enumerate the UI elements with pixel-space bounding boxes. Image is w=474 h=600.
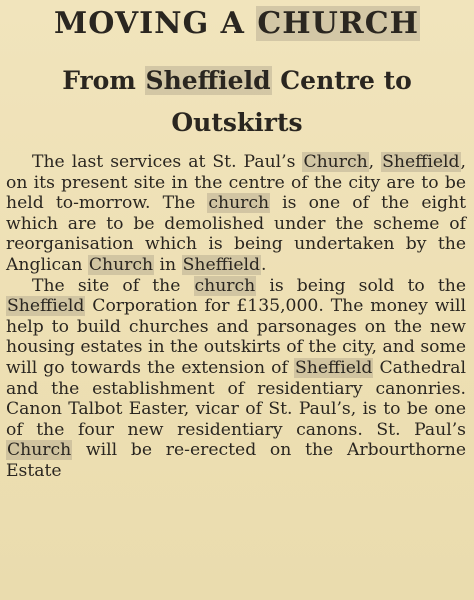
subhead-text: Outskirts — [171, 108, 303, 137]
headline — [0, 4, 474, 44]
text-run: Corporation for £135,000. The money will help to build churches and parsonages on the new housing estates in the outskirts of the city, and some will go towards the extension of — [6, 296, 466, 378]
text-run: Cathedral and the establishment of residentiary canonries. Canon Talbot Easter, vicar of St. Paul’s, is to be one of the four new residentiary canons. St. Paul’s — [6, 357, 466, 440]
article-body — [6, 152, 466, 482]
highlight-church: church — [194, 275, 256, 296]
text-run: . — [261, 254, 267, 275]
highlight-sheffield: Sheffield — [7, 296, 85, 317]
paragraph-1 — [6, 152, 466, 276]
highlight-church: CHURCH — [257, 6, 419, 41]
subhead-text: From — [62, 66, 145, 95]
text-run: The last services at St. Paul’s — [32, 152, 303, 172]
paragraph-2 — [6, 276, 466, 482]
highlight-sheffield: Sheffield — [182, 254, 260, 275]
highlight-church: Church — [88, 254, 154, 275]
text-run: , on its present site in the centre of the city are to be held to-morrow. The — [6, 152, 466, 214]
headline-text: MOVING A — [54, 6, 257, 41]
text-run: is one of the eight which are to be demolished under the scheme of reorganisation which is being undertaken by the Anglican — [6, 193, 466, 275]
text-run: is being sold to the — [256, 275, 466, 296]
highlight-sheffield: Sheffield — [294, 357, 373, 378]
text-run: The site of the — [32, 275, 194, 296]
subheadline — [0, 60, 474, 144]
subhead-text: Centre to — [271, 66, 412, 95]
highlight-church: Church — [7, 440, 72, 461]
highlight-church: church — [208, 193, 270, 214]
text-run: , — [368, 152, 382, 172]
highlight-church: Church — [303, 152, 368, 172]
highlight-sheffield: Sheffield — [145, 66, 271, 95]
text-run: in — [154, 254, 182, 275]
text-run: will be re-erected on the Arbourthorne Estate — [6, 440, 466, 481]
highlight-sheffield: Sheffield — [382, 152, 460, 172]
